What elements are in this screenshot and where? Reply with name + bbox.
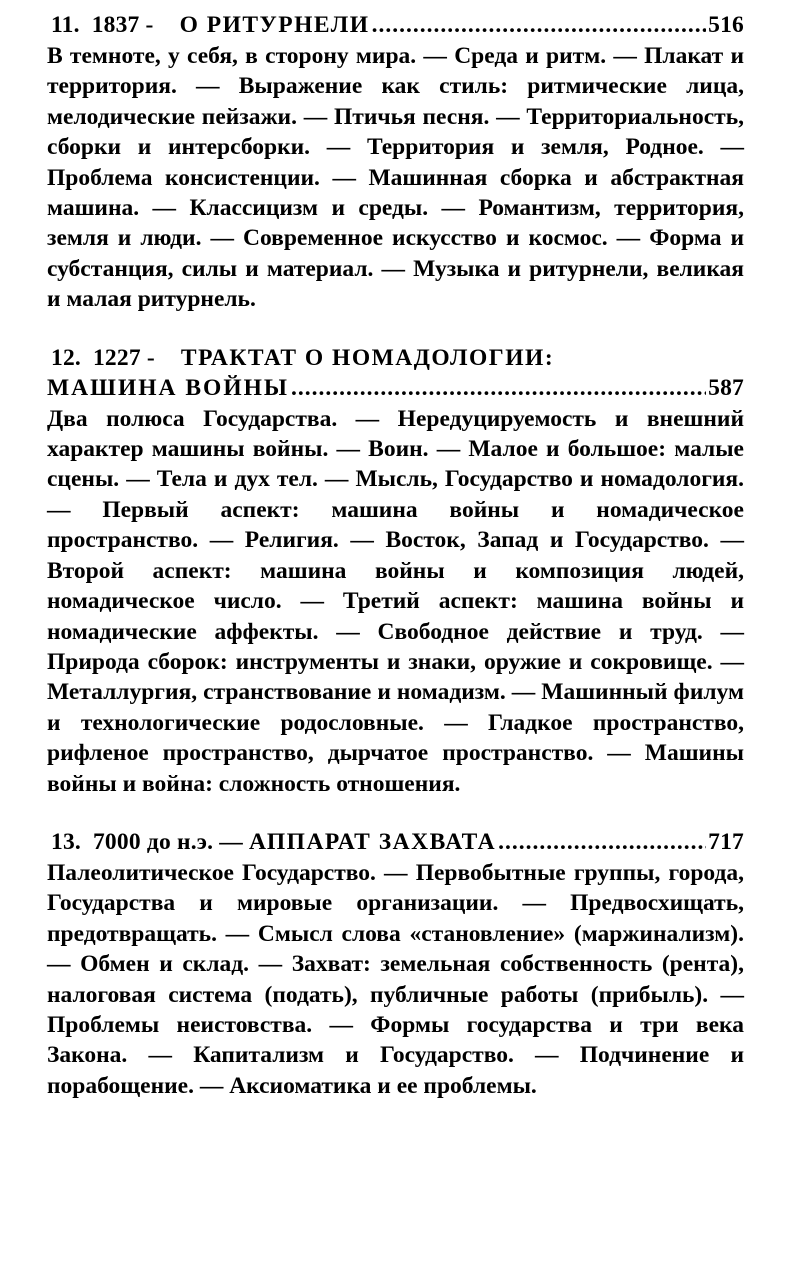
chapter-number: 12. [51,344,81,371]
chapter-date: 7000 до н.э. — [92,828,243,855]
chapter-page-number: 717 [708,828,744,855]
chapter-title: О РИТУРНЕЛИ [179,12,370,38]
chapter-heading-row [51,827,744,857]
chapter-heading-row [51,343,744,373]
chapter-number: 11. [51,12,80,38]
chapter-page-number: 587 [708,374,744,401]
chapter-heading-row [51,10,744,40]
chapter-title-line-2: МАШИНА ВОЙНЫ [47,374,289,401]
chapter-title: АППАРАТ ЗАХВАТА [249,828,497,855]
chapter-heading-row [47,373,744,403]
chapter-11 [47,10,744,315]
chapter-heading [47,343,744,373]
chapter-page-number: 516 [708,12,744,38]
chapter-number: 13. [51,828,81,855]
chapter-summary: В темноте, у себя, в сторону мира. — Среда и ритм. — Плакат и территория. — Выражение как стиль: ритмические лица, мелодические пейзажи. — Птичья песня. — Территориальность, сборки и интерсборки. — Территория и земля, Родное. — Проблема консистенции. — Машинная сборка и абстрактная машина. — Классицизм и среды. — Романтизм, территория, земля и люди. — Современное искусство и космос. — Форма и субстанция, силы и материал. — Музыка и ритурнели, великая и малая ритурнель. [47,43,744,313]
chapter-title-line-1: ТРАКТАТ О НОМАДОЛОГИИ: [180,344,555,371]
chapter-summary: Палеолитическое Государство. — Первобытные группы, города, Государства и мировые организации. — Предвосхищать, предотвращать. — Смысл слова «становление» (маржинализм). — Обмен и склад. — Захват: земельная собственность (рента), налоговая система (подать), публичные работы (прибыль). — Проблемы неистовства. — Формы государства и три века Закона. — Капитализм и Государство. — Подчинение и порабощение. — Аксиоматика и ее проблемы. [47,859,744,1099]
chapter-heading [47,10,744,40]
chapter-heading [47,827,744,857]
chapter-date: 1227 - [92,344,155,371]
chapter-heading-continuation [47,373,744,403]
table-of-contents-page [47,10,744,1101]
chapter-13 [47,827,744,1101]
dot-leader [291,373,706,403]
chapter-summary: Два полюса Государства. — Нередуцируемость и внешний характер машины войны. — Воин. — Малое и большое: малые сцены. — Тела и дух тел. — Мысль, Государство и номадология. — Первый аспект: машина войны и номадическое пространство. — Религия. — Восток, Запад и Государство. — Второй аспект: машина войны и композиция людей, номадическое число. — Третий аспект: машина войны и номадические аффекты. — Свободное действие и труд. — Природа сборок: инструменты и знаки, оружие и сокровище. — Металлургия, странствование и номадизм. — Машинный филум и технологические родословные. — Гладкое пространство, рифленое пространство, дырчатое пространство. — Машины войны и война: сложность отношения. [47,405,744,797]
dot-leader [372,10,707,40]
dot-leader [498,827,706,857]
chapter-12 [47,343,744,799]
chapter-date: 1837 - [91,12,154,38]
